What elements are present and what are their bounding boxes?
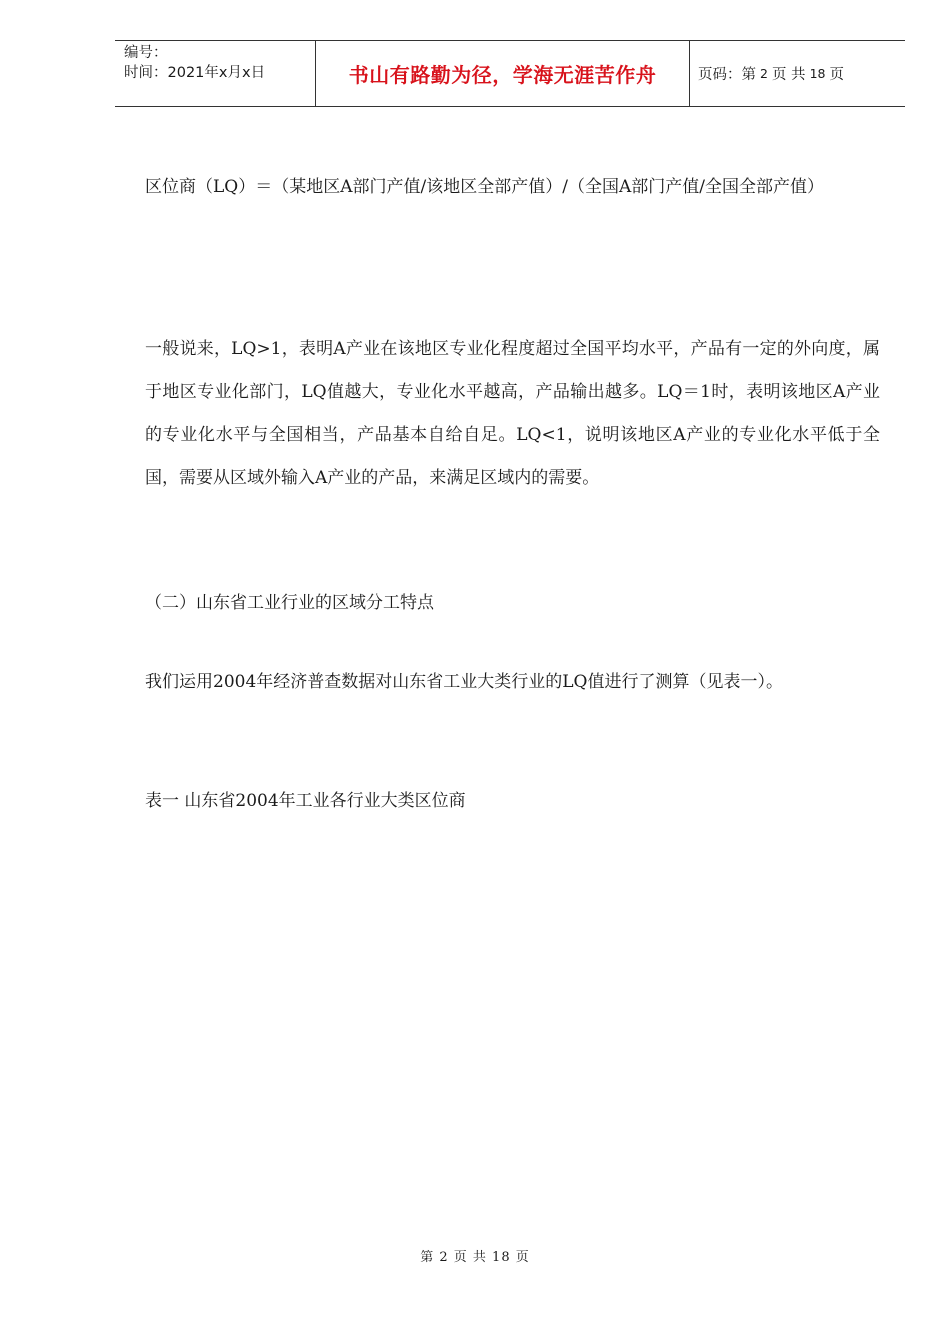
explanation-paragraph: 一般说来，LQ>1，表明A产业在该地区专业化程度超过全国平均水平，产品有一定的外向度，属于地区专业化部门，LQ值越大，专业化水平越高，产品输出越多。LQ＝1时，表明该地区A产业的专业化水平与全国相当，产品基本自给自足。LQ<1，说明该地区A产业的专业化水平低于全国，需要从区域外输入A产业的产品，来满足区域内的需要。: [145, 339, 880, 488]
table-caption: 表一 山东省2004年工业各行业大类区位商: [145, 791, 466, 811]
header-page-number: [690, 41, 905, 106]
page-prefix: 页码：第: [698, 67, 756, 83]
page-header: [115, 40, 905, 107]
formula-paragraph: 区位商（LQ）＝（某地区A部门产值/该地区全部产值）/（全国A部门产值/全国全部产值）: [145, 177, 824, 197]
time-label: 时间：2021年x月x日: [124, 65, 266, 81]
page-total: 18: [809, 66, 826, 81]
header-motto: 书山有路勤为径，学海无涯苦作舟: [316, 41, 690, 106]
page-footer: 第 2 页 共 18 页: [420, 1250, 530, 1265]
page-suffix: 页: [829, 67, 844, 83]
page-current: 2: [760, 66, 768, 81]
serial-label: 编号：: [124, 45, 168, 61]
method-paragraph: 我们运用2004年经济普查数据对山东省工业大类行业的LQ值进行了测算（见表一）。: [145, 672, 783, 692]
section-heading: （二）山东省工业行业的区域分工特点: [145, 593, 434, 613]
page-mid: 页 共: [771, 67, 806, 83]
header-meta: [115, 41, 316, 106]
